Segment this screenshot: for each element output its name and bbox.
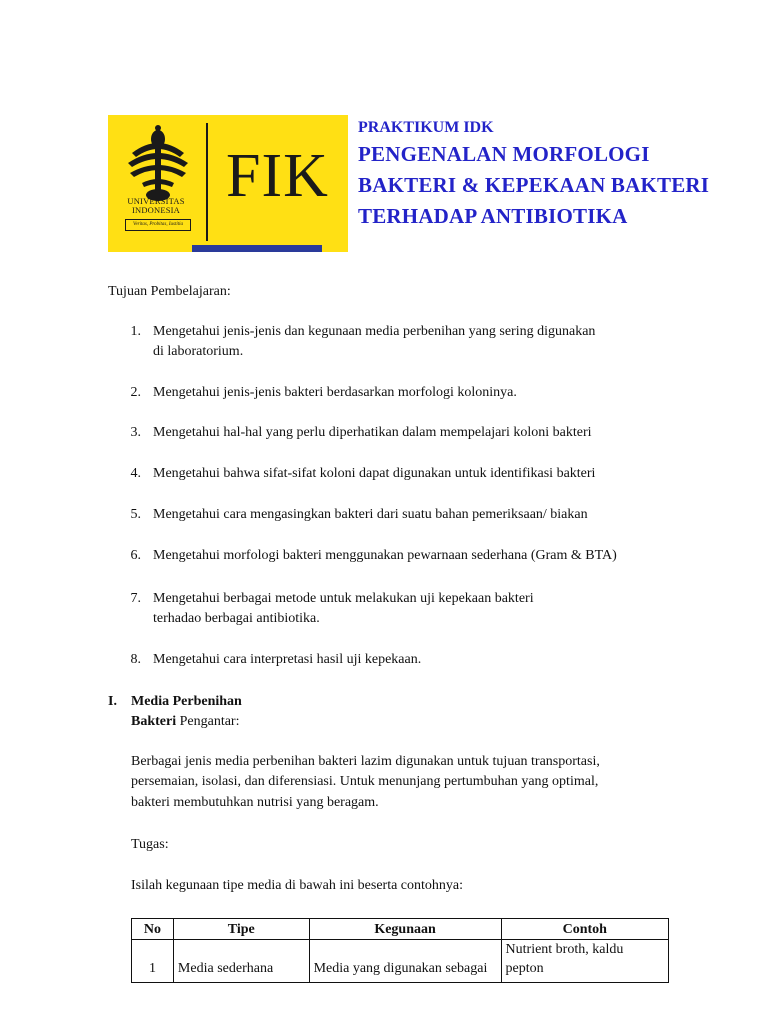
table-header-kegunaan: Kegunaan [309,919,501,940]
table-cell-contoh-line2: pepton [505,961,544,976]
table-cell-kegunaan: Media yang digunakan sebagai [309,940,501,983]
faculty-logo-banner [108,115,348,252]
intro-paragraph-line: bakteri membutuhkan nutrisi yang beragam. [131,795,379,810]
logo-stripe-blue [192,245,322,252]
objective-text: Mengetahui cara mengasingkan bakteri dari suatu bahan pemeriksaan/ biakan [153,507,588,522]
objective-number: 2. [130,385,141,400]
objectives-heading: Tujuan Pembelajaran: [108,284,231,299]
objective-text: Mengetahui morfologi bakteri menggunakan pewarnaan sederhana (Gram & BTA) [153,548,617,563]
objective-number: 8. [130,652,141,667]
university-crest-icon [122,123,194,205]
title-line-1: PENGENALAN MORFOLOGI [358,142,650,166]
objective-text: Mengetahui hal-hal yang perlu diperhatikan dalam mempelajari koloni bakteri [153,425,592,440]
table-cell-contoh-line1: Nutrient broth, kaldu [505,942,624,957]
section-subtitle [131,712,239,732]
objective-text-continued: di laboratorium. [153,344,244,359]
title-line-2: BAKTERI & KEPEKAAN BAKTERI [358,173,710,197]
objective-number: 3. [130,425,141,440]
table-cell-no: 1 [132,940,174,983]
title-line-3: TERHADAP ANTIBIOTIKA [358,204,628,228]
objective-number: 4. [130,466,141,481]
objective-text-continued: terhadao berbagai antibiotika. [153,611,320,626]
table-header-tipe: Tipe [173,919,309,940]
section-subtitle-rest: Pengantar: [176,714,240,729]
task-instruction: Isilah kegunaan tipe media di bawah ini beserta contohnya: [131,878,464,893]
table-header-row [132,919,669,940]
logo-stripe-yellow [322,245,348,252]
section-numeral: I. [108,694,117,709]
objective-text: Mengetahui jenis-jenis bakteri berdasarkan morfologi koloninya. [153,385,517,400]
faculty-acronym: FIK [226,142,329,210]
media-type-table [131,918,669,983]
course-label: PRAKTIKUM IDK [358,119,494,136]
logo-stripe [108,245,348,252]
section-subtitle-bold: Bakteri [131,714,177,729]
table-header-no: No [132,919,174,940]
objective-text: Mengetahui berbagai metode untuk melakukan uji kepekaan bakteri [153,591,534,606]
objective-number: 1. [130,324,141,339]
objective-number: 6. [130,548,141,563]
university-name [114,197,198,215]
intro-paragraph-line: persemaian, isolasi, dan diferensiasi. Untuk menunjang pertumbuhan yang optimal, [131,774,599,789]
section-title: Media Perbenihan [131,694,242,709]
objective-text: Mengetahui jenis-jenis dan kegunaan media perbenihan yang sering digunakan [153,324,596,339]
objective-text: Mengetahui cara interpretasi hasil uji kepekaan. [153,652,422,667]
table-cell-tipe: Media sederhana [173,940,309,983]
objective-text: Mengetahui bahwa sifat-sifat koloni dapat digunakan untuk identifikasi bakteri [153,466,596,481]
university-motto: Veritas, Probitas, Iustitia [125,219,191,231]
intro-paragraph-line: Berbagai jenis media perbenihan bakteri lazim digunakan untuk tujuan transportasi, [131,754,600,769]
university-name-line2: INDONESIA [131,205,181,215]
logo-divider [206,123,208,241]
document-title [358,117,758,232]
university-name-line1: UNIVERSITAS [127,196,185,206]
table-row [132,940,669,983]
objective-number: 5. [130,507,141,522]
task-label: Tugas: [131,837,169,852]
table-header-contoh: Contoh [501,919,668,940]
table-cell-contoh [501,940,668,983]
objective-number: 7. [130,591,141,606]
